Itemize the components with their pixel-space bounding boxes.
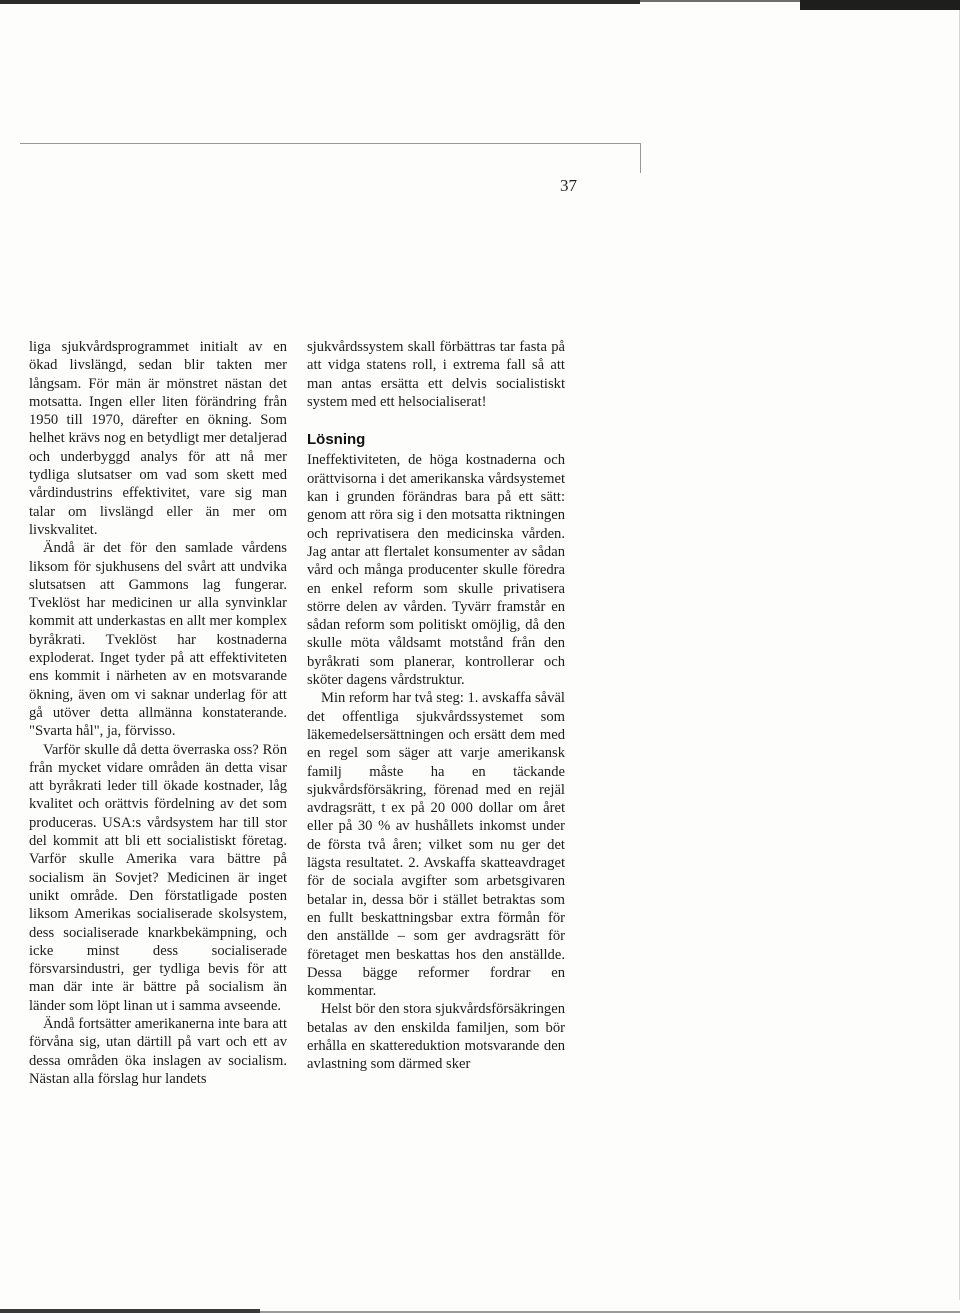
scan-border-top-middle — [640, 0, 800, 2]
right-intro-paragraph: sjukvårdssystem skall förbättras tar fasta på att vidga statens roll, i extrema fall så att man antas ersätta ett delvis socialistiskt system med ett helsocialiserat! — [307, 339, 565, 410]
left-column — [29, 338, 287, 1088]
scan-border-bottom-left — [0, 1309, 260, 1313]
left-paragraph-1: liga sjukvårdsprogrammet initialt av en ökad livslängd, sedan blir takten mer långsam. För män är mönstret nästan det motsatta. Ingen eller liten förändring från 1950 till 1970, därefter en ökning. Som helhet krävs nog en betydligt mer detaljerad och underbyggd analys för att nå mer tydliga slutsatser om vad som skett med vårdindustrins effektivitet, vare sig man talar om livslängd eller än mer om livskvalitet. — [29, 339, 287, 538]
sheet-edge-horizontal — [20, 143, 640, 144]
scan-border-top-left — [0, 0, 640, 4]
right-paragraph-2: Min reform har två steg: 1. avskaffa såväl det offentliga sjukvårdssystemet som läkemedelsersättningen och ersätt dem med en regel som säger att varje amerikansk familj måste ha en täckande sjukvårdsförsäkring, förenad med en rejäl avdragsrätt, t ex på 20 000 dollar om året eller på 30 % av hushållets inkomst under de första två åren; vilket som nu ger det lägsta resultatet. 2. Avskaffa skatteavdraget för de sociala avgifter som arbetsgivaren betalar in, dessa bör i stället betraktas som en fullt beskattningsbar extra förmån för den anställde – som ger avdragsrätt för företaget men beskattas hos den anställde. Dessa bägge reformer fordrar en kommentar. — [307, 690, 565, 1000]
right-paragraph-1: Ineffektiviteten, de höga kostnaderna och orättvisorna i det amerikanska vårdsystemet kan i grunden förändras bara på ett sätt: genom att röra sig i den motsatta riktningen och reprivatisera den medicinska vården. Jag antar att flertalet konsumenter av sådan vård och många producenter skulle föredra en enkel reform som skulle privatisera större delen av vården. Tyvärr framstår en sådan reform som politiskt omöjlig, då den skulle möta våldsamt motstånd från den byråkrati som planerar, kontrollerar och sköter dagens vårdstruktur. — [307, 452, 565, 689]
right-paragraph-3: Helst bör den stora sjukvårdsförsäkringen betalas av den enskilda familjen, som bör erhålla en skattereduktion motsvarande den avlastning som därmed sker — [307, 1001, 565, 1073]
left-paragraph-4: Ändå fortsätter amerikanerna inte bara att förvåna sig, utan därtill på vart och ett av dessa områden öka inslagen av socialism. Nästan alla förslag hur landets — [29, 1015, 287, 1087]
left-paragraph-2: Ändå är det för den samlade vårdens liksom för sjukhusens del svårt att undvika slutsatsen att Gammons lag fungerar. Tveklöst har medicinen ur alla synvinklar kommit att underkastas en allt mer komplex byråkrati. Tveklöst har kostnaderna exploderat. Inget tyder på att effektiviteten ens kommit i närheten av en motsvarande ökning, även om vi saknar underlag för att gå utöver detta allmänna konstaterande. "Svarta hål", ja, förvisso. — [29, 540, 287, 740]
scan-border-top-right — [800, 0, 960, 10]
right-column — [307, 338, 565, 1074]
page-number: 37 — [560, 176, 577, 195]
sheet-edge-vertical — [640, 143, 641, 173]
left-paragraph-3: Varför skulle då detta överraska oss? Rön från mycket vidare områden än detta visar att byråkrati leder till ökade kostnader, låg kvalitet och orättvis fördelning av det som produceras. USA:s vårdsystem har till stor del kommit att bli ett socialistiskt företag. Varför skulle Amerika vara bättre på socialism än Sovjet? Medicinen är inget unikt område. Den förstatligade posten liksom Amerikas socialiserade skolsystem, dess socialiserade knarkbekämpning, och icke minst dess socialiserade försvarsindustri, ger tydliga bevis för att man där inte är bättre på socialism än länder som löpt linan ut i samma avseende. — [29, 741, 287, 1014]
section-heading: Lösning — [307, 431, 366, 449]
